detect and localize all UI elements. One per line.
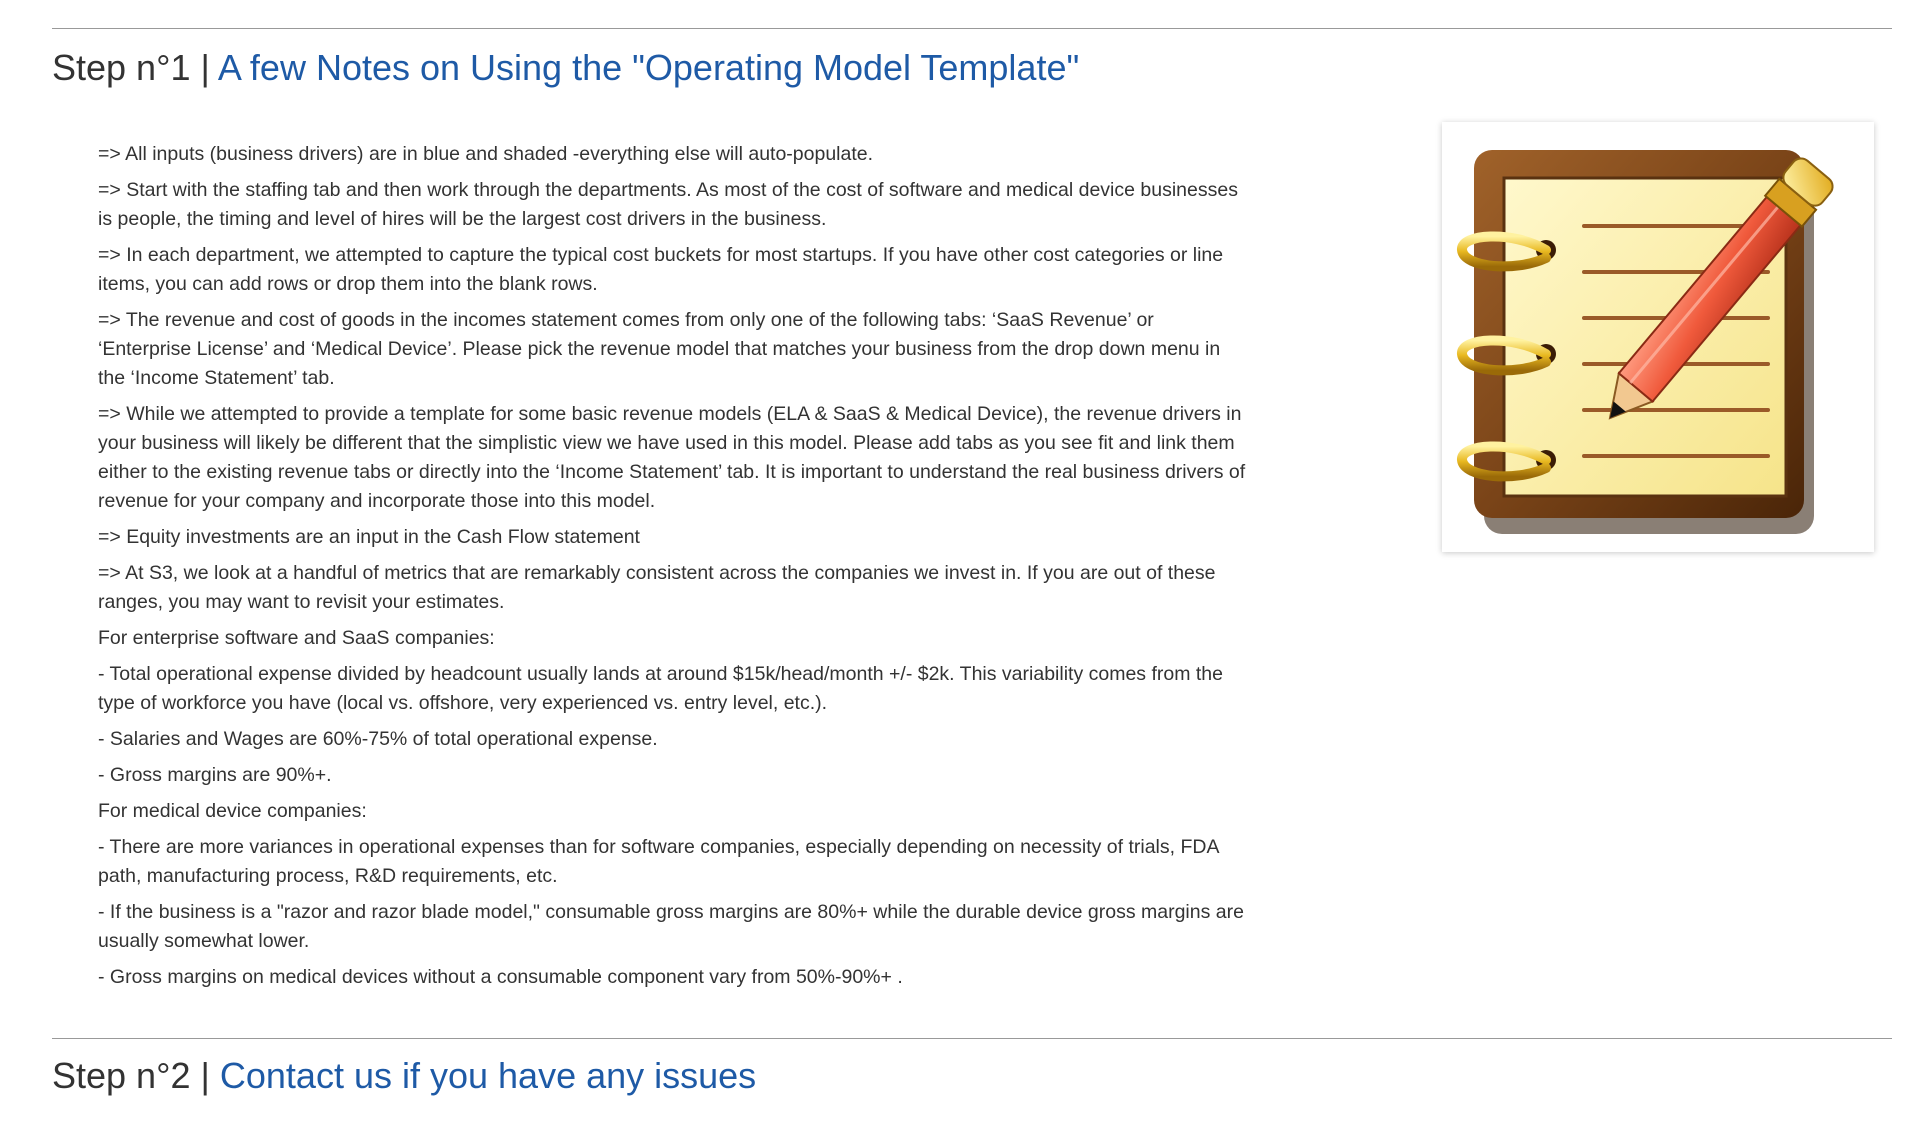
note-item: - If the business is a "razor and razor blade model," consumable gross margins are 80%+ while the durable device gross margins are usually somewhat lower. bbox=[98, 901, 1244, 952]
notes-list bbox=[98, 140, 1248, 999]
note-subheading: For enterprise software and SaaS companies: bbox=[98, 627, 495, 649]
step-2-separator: | bbox=[200, 1055, 210, 1096]
notepad-pencil-icon bbox=[1442, 122, 1874, 552]
note-subheading: For medical device companies: bbox=[98, 800, 367, 822]
notepad-illustration bbox=[1442, 122, 1874, 552]
note-item: => Equity investments are an input in the Cash Flow statement bbox=[98, 526, 640, 548]
note-item: - Total operational expense divided by headcount usually lands at around $15k/head/month +/- $2k. This variability comes from the type of workforce you have (local vs. offshore, very experienced vs. entry level, etc.). bbox=[98, 663, 1223, 714]
step-1-separator: | bbox=[200, 47, 210, 88]
step-2-title: Contact us if you have any issues bbox=[219, 1055, 757, 1096]
note-item: => At S3, we look at a handful of metrics that are remarkably consistent across the companies we invest in. If you are out of these ranges, you may want to revisit your estimates. bbox=[98, 562, 1216, 613]
divider-middle bbox=[52, 1038, 1892, 1039]
note-item: => The revenue and cost of goods in the incomes statement comes from only one of the following tabs: ‘SaaS Revenue’ or ‘Enterprise License’ and ‘Medical Device’. Please pick the revenue model that matches your business from the drop down menu in the ‘Income Statement’ tab. bbox=[98, 309, 1221, 389]
divider-top bbox=[52, 28, 1892, 29]
note-item: => While we attempted to provide a template for some basic revenue models (ELA & SaaS & Medical Device), the revenue drivers in your business will likely be different that the simplistic view we have used in this model. Please add tabs as you see fit and link them either to the existing revenue tabs or directly into the ‘Income Statement’ tab. It is important to understand the real business drivers of revenue for your company and incorporate those into this model. bbox=[98, 403, 1246, 512]
note-item: - Gross margins are 90%+. bbox=[98, 764, 332, 786]
note-item: => All inputs (business drivers) are in blue and shaded -everything else will auto-populate. bbox=[98, 143, 874, 165]
note-item: - Salaries and Wages are 60%-75% of total operational expense. bbox=[98, 728, 658, 750]
step-2-prefix: Step n°2 bbox=[52, 1055, 191, 1096]
step-1-heading bbox=[52, 46, 1079, 90]
step-2-heading bbox=[52, 1054, 756, 1098]
note-item: => Start with the staffing tab and then work through the departments. As most of the cost of software and medical device businesses is people, the timing and level of hires will be the largest cost drivers in the business. bbox=[98, 179, 1238, 230]
step-1-prefix: Step n°1 bbox=[52, 47, 191, 88]
note-item: - Gross margins on medical devices without a consumable component vary from 50%-90%+ . bbox=[98, 966, 903, 988]
note-item: => In each department, we attempted to capture the typical cost buckets for most startups. If you have other cost categories or line items, you can add rows or drop them into the blank rows. bbox=[98, 244, 1224, 295]
step-1-title: A few Notes on Using the "Operating Model Template" bbox=[217, 47, 1080, 88]
note-item: - There are more variances in operational expenses than for software companies, especially depending on necessity of trials, FDA path, manufacturing process, R&D requirements, etc. bbox=[98, 836, 1219, 887]
